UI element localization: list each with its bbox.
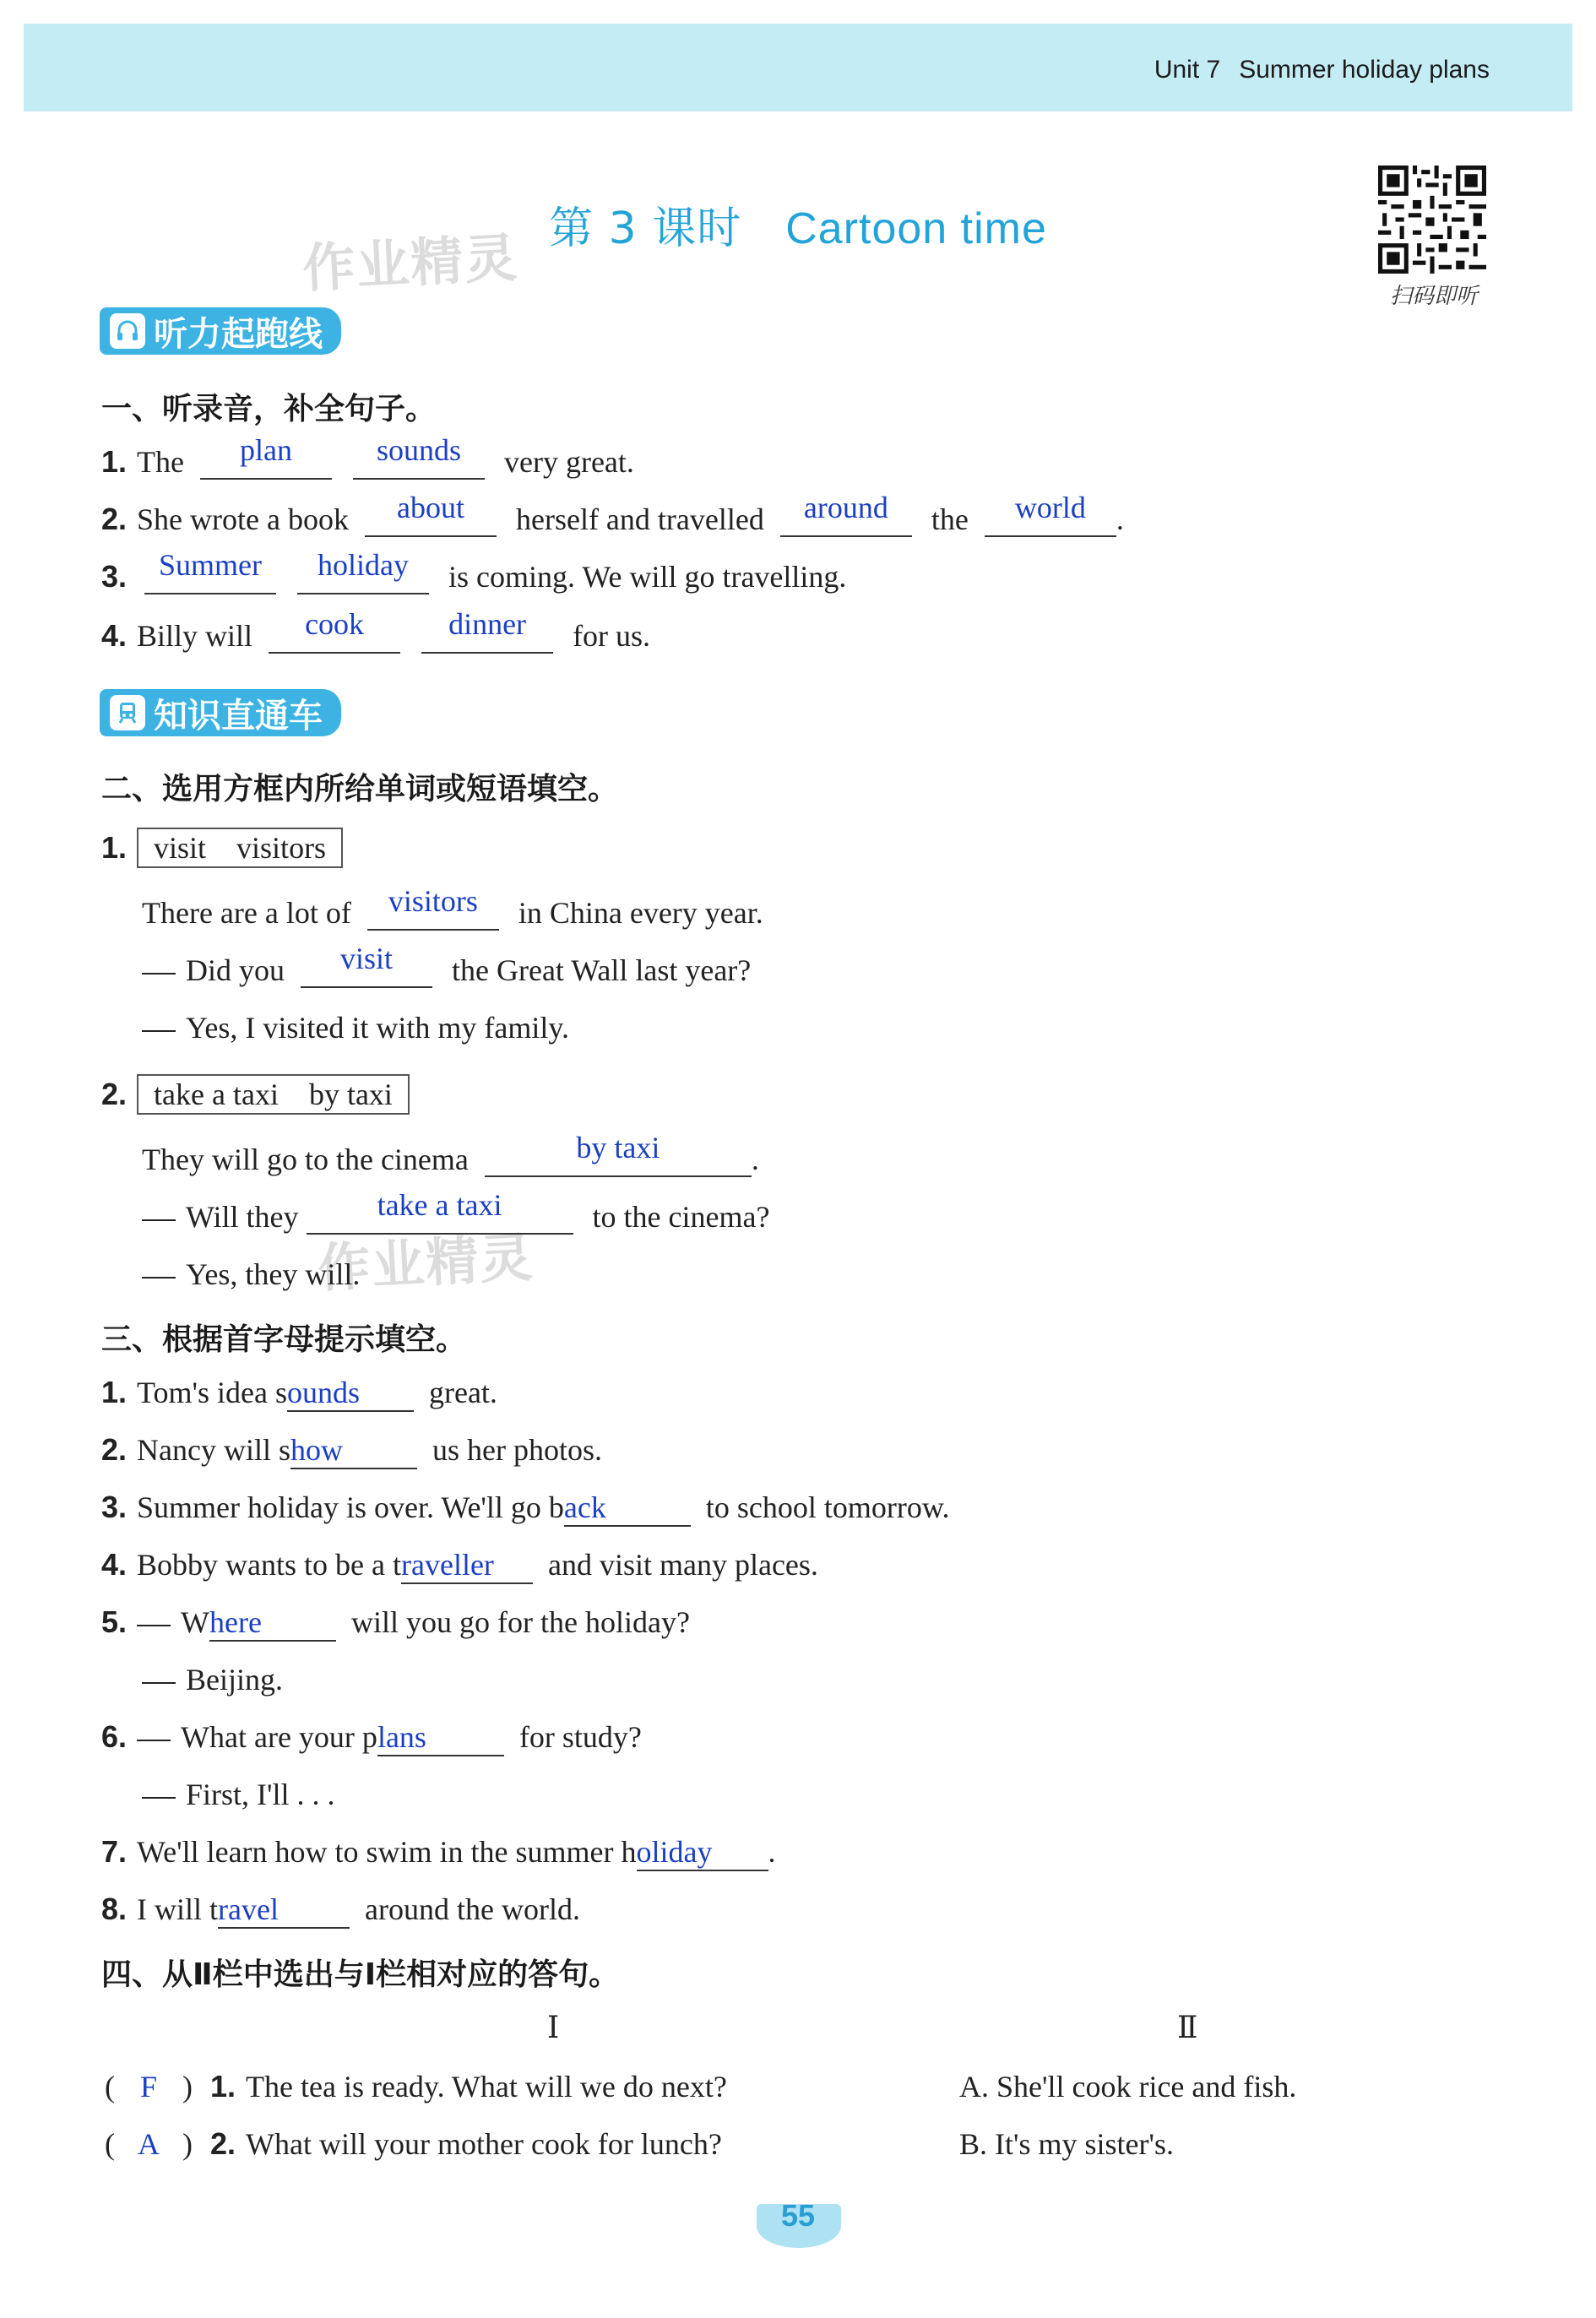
part3-heading: 三、根据首字母提示填空。 xyxy=(101,1322,467,1357)
qr-caption: 扫码即听 xyxy=(1389,284,1478,309)
part3-item-5: 5. Where will you go for the holiday? xyxy=(101,1604,690,1642)
watermark: 作业精灵 xyxy=(316,1230,535,1299)
part2-q1-line2: Did you visit the Great Wall last year? xyxy=(142,953,751,988)
answer-blank[interactable]: raveller xyxy=(401,1547,533,1584)
part3-item-1: 1. Tom's idea sounds great. xyxy=(101,1375,497,1412)
answer-blank[interactable]: here xyxy=(209,1604,336,1642)
match-row-1: ( F ) 1. The tea is ready. What will we do next? xyxy=(105,2069,727,2104)
part3-item-6: 6. What are your plans for study? xyxy=(101,1719,642,1756)
lesson-number: 第 3 课时 xyxy=(549,204,742,254)
answer-blank[interactable]: plan xyxy=(200,444,332,480)
answer-blank[interactable]: how xyxy=(290,1432,417,1469)
answer-blank[interactable]: ack xyxy=(564,1490,691,1527)
answer-blank[interactable]: dinner xyxy=(421,618,553,654)
unit-header xyxy=(1154,56,1490,84)
watermark: 作业精灵 xyxy=(301,230,520,299)
part2-q1-box-row: 1. visit visitors xyxy=(101,828,343,868)
part4-heading: 四、从Ⅱ栏中选出与Ⅰ栏相对应的答句。 xyxy=(101,1957,620,1992)
part2-q2-box-row: 2. take a taxi by taxi xyxy=(101,1074,410,1115)
knowledge-badge-label: 知识直通车 xyxy=(154,696,323,736)
part3-item-8: 8. I will travel around the world. xyxy=(101,1892,580,1929)
answer-blank[interactable]: lans xyxy=(377,1719,504,1756)
answer-blank[interactable]: cook xyxy=(269,618,400,654)
part3-item-4: 4. Bobby wants to be a traveller and visit many places. xyxy=(101,1547,818,1584)
part2-q1-line3: Yes, I visited it with my family. xyxy=(142,1010,569,1045)
lesson-title xyxy=(0,193,1596,256)
match-answer[interactable]: F xyxy=(139,2070,158,2104)
part2-q2-line2: Will they take a taxi to the cinema? xyxy=(142,1199,769,1235)
answer-blank[interactable]: world xyxy=(985,502,1116,537)
answer-blank[interactable]: oliday xyxy=(637,1834,768,1871)
listening-section-badge xyxy=(100,307,341,355)
part2-q2-line3: Yes, they will. xyxy=(142,1257,360,1292)
answer-blank[interactable]: take a taxi xyxy=(307,1199,573,1235)
part3-item-7: 7. We'll learn how to swim in the summer holiday . xyxy=(101,1834,776,1871)
match-answer[interactable]: A xyxy=(138,2127,160,2161)
answer-blank[interactable]: visitors xyxy=(367,895,499,931)
word-box: visit visitors xyxy=(137,828,343,868)
option-A: A. She'll cook rice and fish. xyxy=(959,2070,1297,2104)
column-I-header: Ⅰ xyxy=(547,2011,560,2044)
unit-number: Unit 7 xyxy=(1154,56,1221,84)
part1-item-2: 2. She wrote a book about herself and travelled around the world . xyxy=(101,491,1124,536)
part2-heading: 二、选用方框内所给单词或短语填空。 xyxy=(101,772,619,806)
answer-blank[interactable]: visit xyxy=(301,953,432,988)
match-row-2: ( A ) 2. What will your mother cook for lunch? xyxy=(105,2126,722,2161)
part1-heading: 一、听录音，补全句子。 xyxy=(101,392,437,426)
lesson-name: Cartoon time xyxy=(785,204,1047,253)
listening-badge-label: 听力起跑线 xyxy=(154,314,323,354)
part3-item-5-reply: Beijing. xyxy=(142,1662,283,1697)
part3-item-3: 3. Summer holiday is over. We'll go back to school tomorrow. xyxy=(101,1490,950,1527)
part3-item-2: 2. Nancy will show us her photos. xyxy=(101,1432,602,1469)
option-B: B. It's my sister's. xyxy=(959,2127,1174,2161)
qr-code-icon[interactable] xyxy=(1378,166,1486,274)
part1-item-4: 4. Billy will cook dinner for us. xyxy=(101,607,651,653)
phrase-box: take a taxi by taxi xyxy=(137,1074,410,1115)
part2-q2-line1: They will go to the cinema by taxi . xyxy=(142,1131,759,1176)
headphones-icon xyxy=(110,313,145,349)
part1-item-3: 3. Summer holiday is coming. We will go travelling. xyxy=(101,548,847,594)
answer-blank[interactable]: sounds xyxy=(353,444,485,480)
part2-q1-line1: There are a lot of visitors in China every year. xyxy=(142,884,763,930)
part3-item-6-reply: First, I'll . . . xyxy=(142,1777,335,1812)
answer-blank[interactable]: ounds xyxy=(287,1375,414,1412)
unit-topic: Summer holiday plans xyxy=(1239,56,1490,84)
answer-blank[interactable]: about xyxy=(365,502,497,537)
answer-blank[interactable]: holiday xyxy=(297,559,429,594)
part1-item-1: 1. The plan sounds very great. xyxy=(101,433,634,479)
answer-blank[interactable]: ravel xyxy=(218,1892,350,1929)
knowledge-section-badge xyxy=(100,689,341,736)
answer-blank[interactable]: by taxi xyxy=(485,1142,752,1177)
answer-blank[interactable]: around xyxy=(780,502,912,537)
column-II-header: Ⅱ xyxy=(1177,2011,1198,2044)
answer-blank[interactable]: Summer xyxy=(144,559,276,594)
train-icon xyxy=(110,695,145,730)
page-number: 55 xyxy=(780,2198,816,2233)
